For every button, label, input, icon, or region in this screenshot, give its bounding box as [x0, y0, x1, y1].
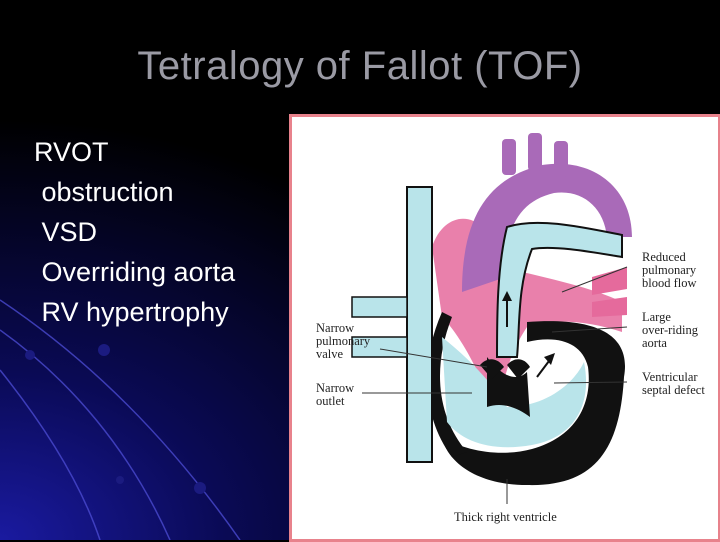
label-line: valve	[316, 347, 344, 361]
bullet-item: RVOT	[34, 137, 109, 167]
label-reduced-pulmonary-blood-flow	[642, 251, 697, 290]
label-line: Narrow	[316, 381, 355, 395]
label-thick-right-ventricle: Thick right ventricle	[454, 510, 557, 524]
label-line: pulmonary	[316, 334, 371, 348]
label-line: Reduced	[642, 250, 686, 264]
label-narrow-pulmonary-valve	[316, 322, 370, 361]
label-line: Ventricular	[642, 370, 698, 384]
label-line: aorta	[642, 336, 667, 350]
label-narrow-outlet	[316, 382, 354, 408]
label-line: Narrow	[316, 321, 355, 335]
bullet-item: Overriding aorta	[34, 257, 236, 287]
label-line: blood flow	[642, 276, 697, 290]
label-ventricular-septal-defect	[642, 371, 705, 397]
bullet-item: RV hypertrophy	[34, 297, 229, 327]
bullet-item: obstruction	[34, 177, 174, 207]
label-line: septal defect	[642, 383, 705, 397]
tof-heart-diagram	[289, 114, 720, 542]
label-line: Large	[642, 310, 671, 324]
bullet-item: VSD	[34, 217, 98, 247]
label-line: outlet	[316, 394, 345, 408]
slide-title: Tetralogy of Fallot (TOF)	[137, 44, 583, 88]
label-line: pulmonary	[642, 263, 697, 277]
bullet-list	[34, 132, 235, 332]
label-large-overriding-aorta	[642, 311, 698, 350]
label-line: over-riding	[642, 323, 698, 337]
